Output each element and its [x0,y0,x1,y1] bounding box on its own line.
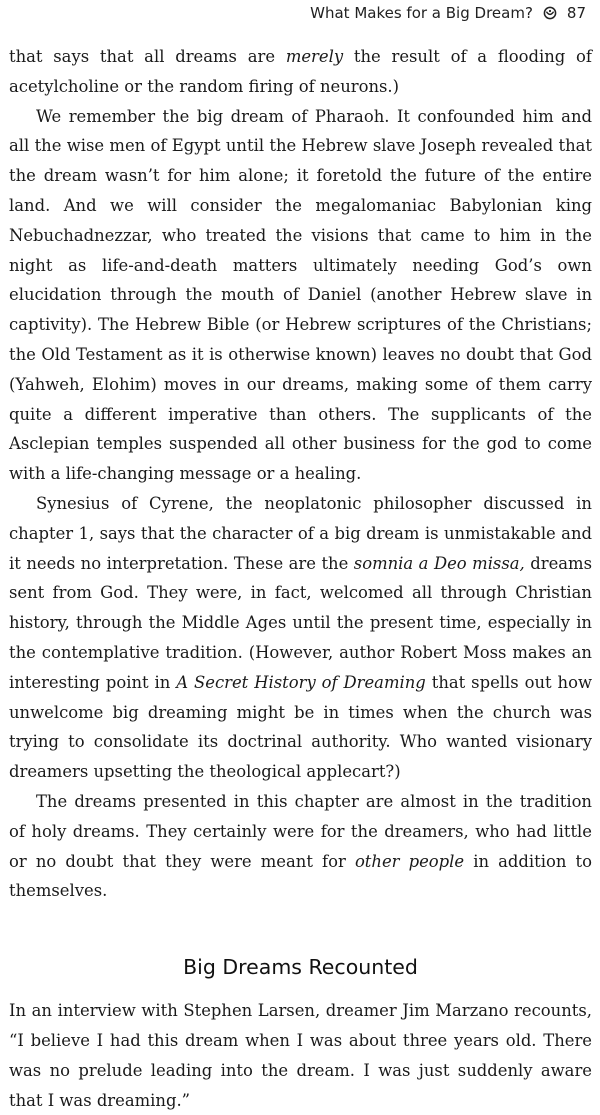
text-run: dreams sent from God. They were, in fact, welcomed all through Christian history, through the Middle Ages until the present time, especially in the contemplative tradition. (However, author Robert Moss makes an interesting point in [9,553,592,692]
text-run: the result of a flooding of acetylcholine or the random firing of neurons.) [9,47,592,96]
italic-text: merely [285,47,344,66]
paragraph [9,996,592,1115]
page-number: 87 [566,4,586,22]
paragraph [9,42,592,102]
paragraph-list [9,42,592,906]
text-run: that spells out how unwelcome big dreaming might be in times when the church was trying to consolidate its doctrinal authority. Who wanted visionary dreamers upsetting the theological applecart?) [9,672,593,782]
paragraph [9,102,592,489]
italic-text: A Secret History of Dreaming [176,672,426,692]
section-heading: Big Dreams Recounted [183,955,418,980]
italic-text: other people [354,851,465,871]
text-run: In an interview with Stephen Larsen, dreamer Jim Marzano recounts, “I believe I had this dream when I was about three years old. There was no prelude leading into the dream. I was just suddenly aware that I was dreaming.” [9,1001,592,1110]
text-run: Synesius of Cyrene, the neoplatonic philosopher discussed in chapter 1, says that the character of a big dream is unmistakable and it needs no interpretation. These are the [9,493,592,573]
running-header [310,3,586,23]
closing-paragraph-container [9,996,592,1115]
italic-text: somnia a Deo missa, [353,553,525,573]
text-run: in addition to themselves. [9,851,592,901]
swirl-ornament-icon [543,6,557,20]
running-title: What Makes for a Big Dream? [310,4,533,22]
paragraph [9,489,592,787]
text-run: that says that all dreams are [9,47,286,66]
text-run: We remember the big dream of Pharaoh. It confounded him and all the wise men of Egypt until the Hebrew slave Joseph revealed that the dream wasn’t for him alone; it foretold the future of the entire land. And we will consider the megalomaniac Babylonian king Nebuchadnezzar, who treated the visions that came to him in the night as life-and-death matters ultimately needing God’s own elucidation through the mouth of Daniel (another Hebrew slave in captivity). The Hebrew Bible (or Hebrew scriptures of the Christians; the Old Testament as it is otherwise known) leaves no doubt that God (Yahweh, Elohim) moves in our dreams, making some of them carry quite a different imperative than others. The supplicants of the Asclepian temples suspended all other business for the god to come with a life-changing message or a healing. [9,106,592,484]
paragraph [9,787,592,906]
text-run: The dreams presented in this chapter are almost in the tradition of holy dreams. They certainly were for the dreamers, who had little or no doubt that they were meant for [9,791,592,871]
body-text [9,42,592,1115]
